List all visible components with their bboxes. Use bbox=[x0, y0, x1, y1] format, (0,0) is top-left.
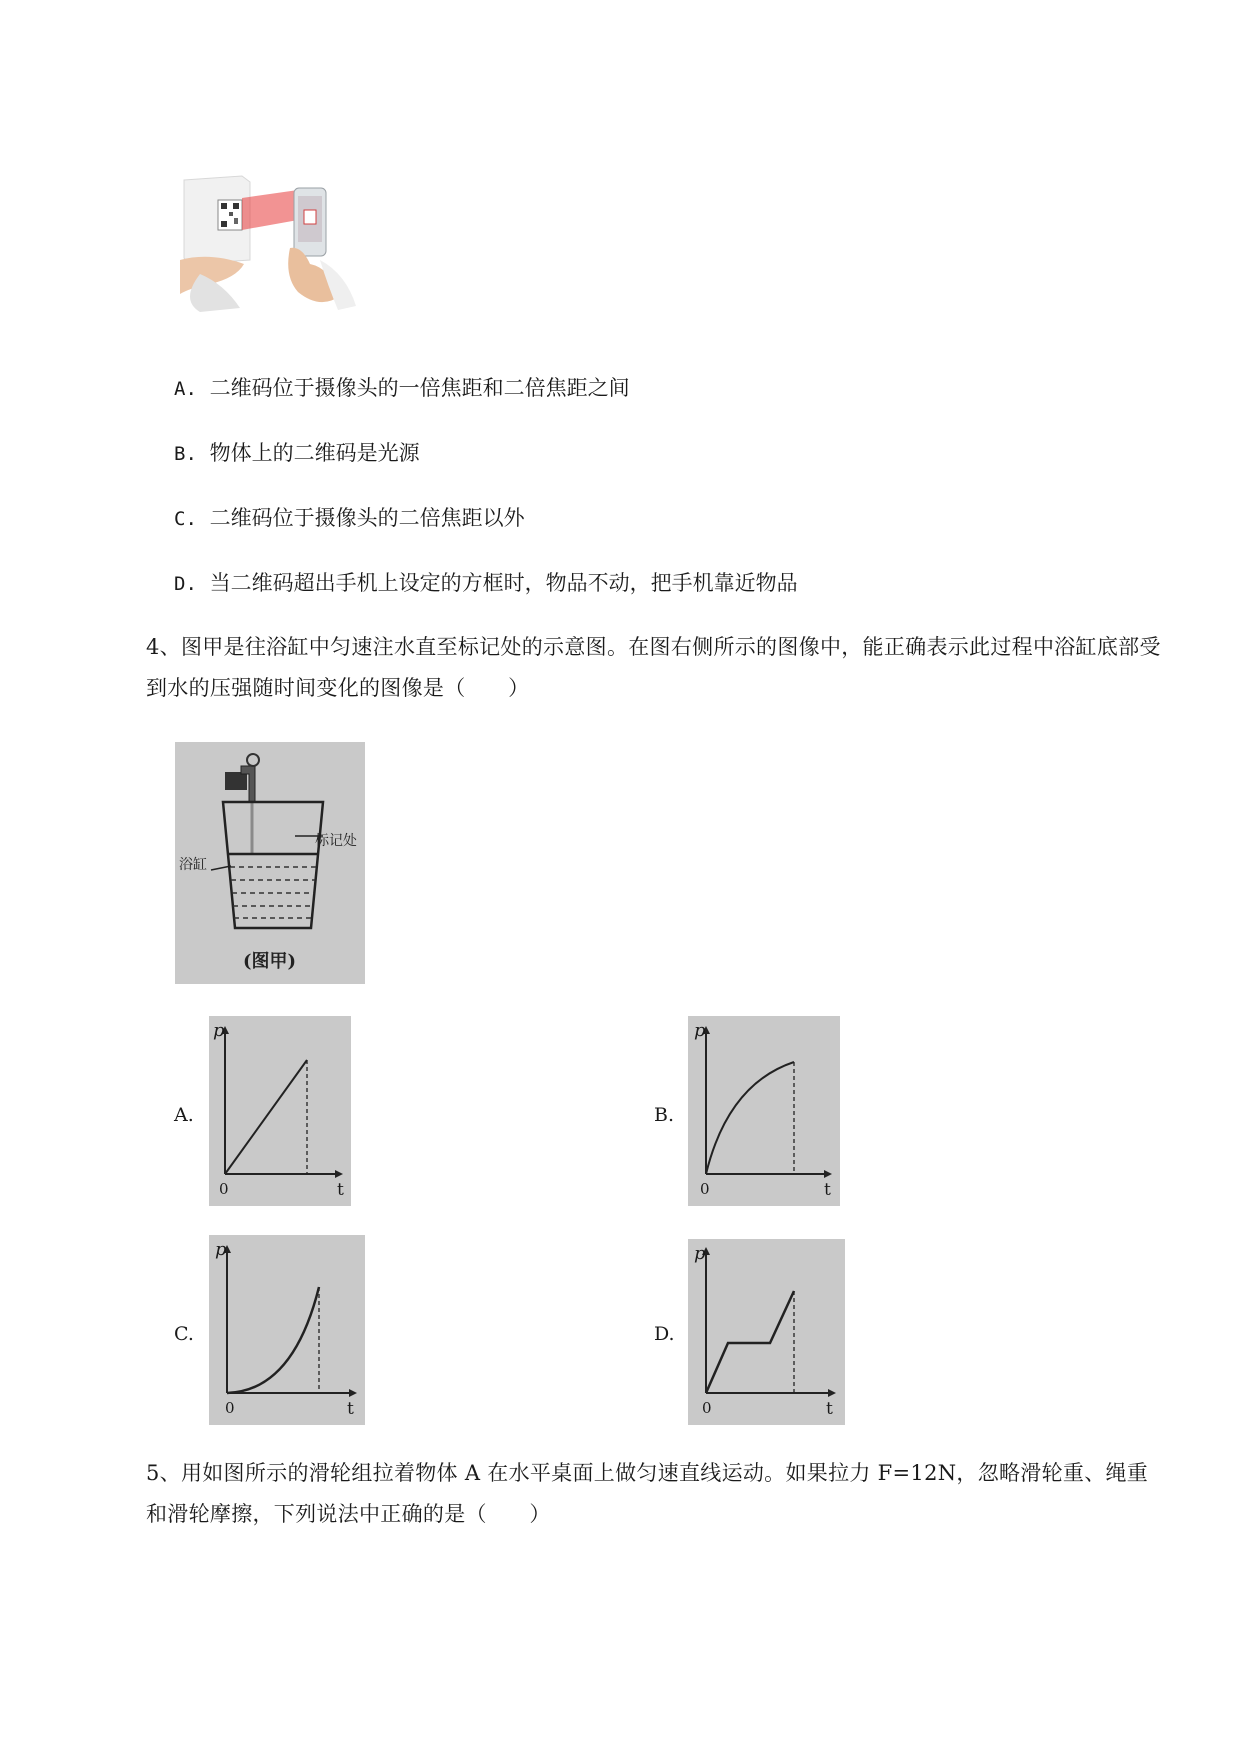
q4-option-d-letter: D. bbox=[654, 1323, 675, 1345]
origin-label: 0 bbox=[702, 1399, 712, 1417]
y-axis-label: p bbox=[215, 1239, 227, 1260]
q4-option-b-letter: B. bbox=[654, 1104, 675, 1126]
q3-option-a bbox=[174, 369, 630, 408]
q4-option-a-letter: A. bbox=[174, 1104, 194, 1126]
qr-scan-photo bbox=[180, 168, 360, 312]
origin-label: 0 bbox=[700, 1180, 710, 1198]
q3-option-c bbox=[174, 499, 525, 538]
y-axis-label: p bbox=[694, 1020, 706, 1041]
graph-b bbox=[688, 1016, 840, 1206]
graph-c bbox=[209, 1235, 365, 1425]
option-text: 二维码位于摄像头的二倍焦距以外 bbox=[209, 506, 525, 530]
q4-option-c-letter: C. bbox=[174, 1323, 194, 1345]
origin-label: 0 bbox=[225, 1399, 235, 1417]
tub-label: 浴缸 bbox=[179, 857, 207, 873]
y-axis-label: p bbox=[694, 1243, 706, 1264]
option-text: 当二维码超出手机上设定的方框时，物品不动，把手机靠近物品 bbox=[209, 571, 798, 595]
option-letter: A. bbox=[174, 378, 197, 400]
y-axis-label: p bbox=[213, 1020, 225, 1041]
origin-label: 0 bbox=[219, 1180, 229, 1198]
question-4-text: 4、图甲是往浴缸中匀速注水直至标记处的示意图。在图右侧所示的图像中，能正确表示此过程中浴缸底部受到水的压强随时间变化的图像是（ ） bbox=[146, 635, 1161, 700]
option-letter: C. bbox=[174, 508, 197, 530]
bathtub-figure bbox=[175, 742, 365, 984]
mark-label: 标记处 bbox=[315, 833, 357, 849]
option-text: 物体上的二维码是光源 bbox=[209, 441, 420, 465]
x-axis-label: t bbox=[337, 1180, 344, 1200]
graph-a bbox=[209, 1016, 351, 1206]
q3-option-d bbox=[174, 564, 798, 603]
option-letter: D. bbox=[174, 573, 197, 595]
graph-d bbox=[688, 1239, 845, 1425]
x-axis-label: t bbox=[826, 1399, 833, 1419]
figure-caption: (图甲) bbox=[243, 951, 297, 972]
option-text: 二维码位于摄像头的一倍焦距和二倍焦距之间 bbox=[209, 376, 630, 400]
option-letter: B. bbox=[174, 443, 197, 465]
q3-option-b bbox=[174, 434, 420, 473]
x-axis-label: t bbox=[347, 1399, 354, 1419]
question-5-text: 5、用如图所示的滑轮组拉着物体 A 在水平桌面上做匀速直线运动。如果拉力 F=12N，忽略滑轮重、绳重和滑轮摩擦，下列说法中正确的是（ ） bbox=[146, 1461, 1149, 1526]
x-axis-label: t bbox=[824, 1180, 831, 1200]
